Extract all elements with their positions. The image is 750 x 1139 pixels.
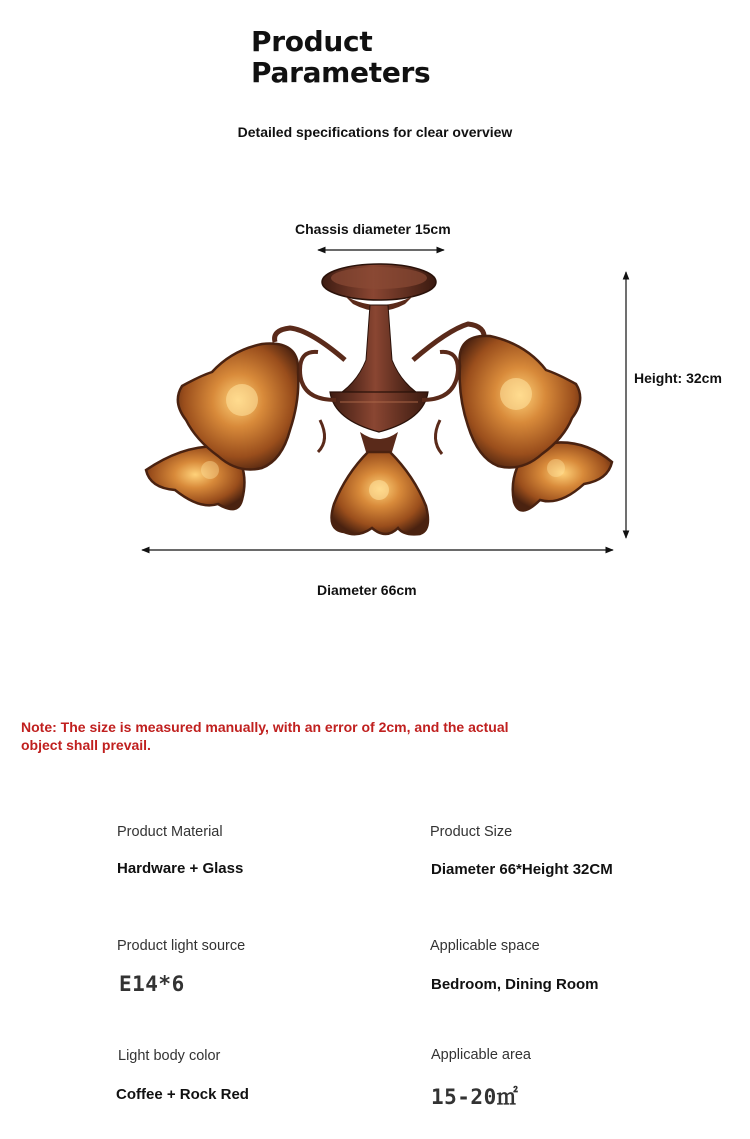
spec-area-value: 15-20㎡: [431, 1085, 519, 1109]
title-line-2: Parameters: [251, 56, 431, 89]
spec-light-source-value: E14*6: [119, 972, 185, 996]
spec-body-color-value: Coffee + Rock Red: [116, 1086, 249, 1103]
spec-light-source-label: Product light source: [117, 938, 246, 954]
title-line-1: Product: [251, 25, 373, 58]
page-subtitle: Detailed specifications for clear overview: [237, 124, 513, 140]
chassis-diameter-label: Chassis diameter 15cm: [295, 221, 451, 237]
spec-area-label: Applicable area: [431, 1047, 531, 1063]
spec-space-label: Applicable space: [430, 938, 540, 954]
spec-material-label: Product Material: [117, 824, 223, 840]
spec-size-value: Diameter 66*Height 32CM: [431, 861, 613, 878]
spec-body-color-label: Light body color: [118, 1048, 221, 1064]
spec-space-value: Bedroom, Dining Room: [431, 976, 599, 993]
diameter-label: Diameter 66cm: [317, 582, 417, 598]
height-label: Height: 32cm: [634, 370, 722, 386]
spec-size-label: Product Size: [430, 824, 513, 840]
chandelier-illustration: [146, 264, 612, 534]
spec-material-value: Hardware + Glass: [117, 860, 244, 877]
measurement-note: Note: The size is measured manually, with an error of 2cm, and the actual object shall prevail.: [21, 719, 509, 753]
